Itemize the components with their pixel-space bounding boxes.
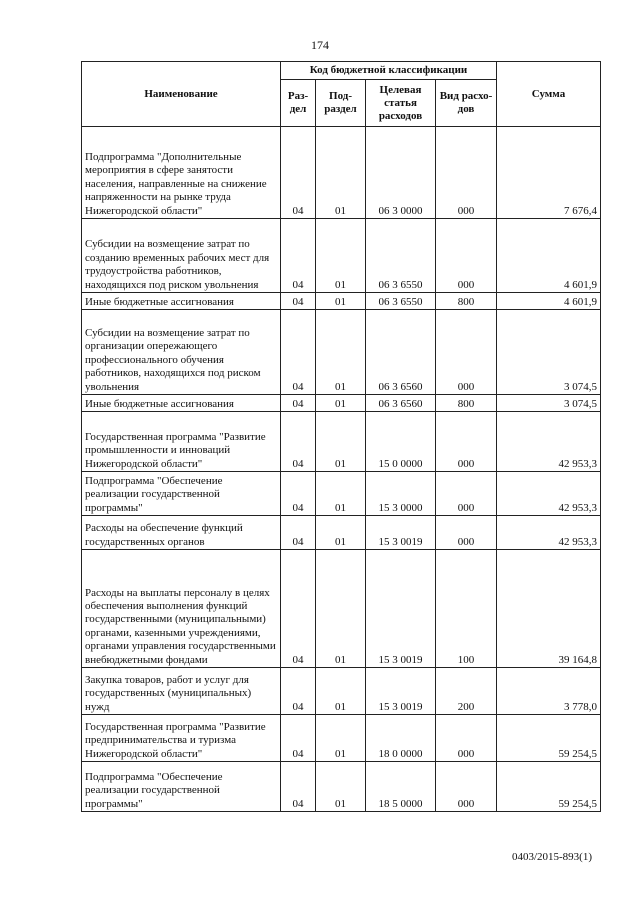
table-cell-name: Закупка товаров, работ и услуг для государственных (муниципальных) нужд bbox=[82, 668, 281, 715]
table-row bbox=[82, 395, 601, 412]
table-cell-sum: 59 254,5 bbox=[497, 762, 601, 812]
table-cell-sum: 4 601,9 bbox=[497, 219, 601, 293]
table-cell-expense-type: 000 bbox=[436, 516, 497, 550]
table-cell-subsection: 01 bbox=[316, 668, 366, 715]
table-cell-name: Государственная программа "Развитие промышленности и инноваций Нижегородской области" bbox=[82, 412, 281, 472]
header-expense-type: Вид расхо-дов bbox=[436, 80, 497, 127]
table-row bbox=[82, 668, 601, 715]
budget-table bbox=[81, 61, 601, 812]
header-name: Наименование bbox=[82, 62, 281, 127]
table-cell-expense-type: 200 bbox=[436, 668, 497, 715]
header-section: Раз-дел bbox=[281, 80, 316, 127]
table-cell-expense-type: 800 bbox=[436, 395, 497, 412]
table-cell-name: Подпрограмма "Дополнительные мероприятия в сфере занятости населения, направленные на снижение напряженности на рынке труда Нижегородской области" bbox=[82, 127, 281, 219]
table-cell-expense-type: 800 bbox=[436, 293, 497, 310]
table-cell-expense-type: 000 bbox=[436, 310, 497, 395]
table-cell-section: 04 bbox=[281, 219, 316, 293]
table-cell-target: 06 3 6550 bbox=[366, 293, 436, 310]
table-cell-subsection: 01 bbox=[316, 395, 366, 412]
document-code: 0403/2015-893(1) bbox=[511, 851, 592, 863]
table-cell-target: 06 3 6560 bbox=[366, 310, 436, 395]
table-cell-expense-type: 100 bbox=[436, 550, 497, 668]
table-cell-section: 04 bbox=[281, 293, 316, 310]
table-row bbox=[82, 762, 601, 812]
table-cell-name: Подпрограмма "Обеспечение реализации государственной программы" bbox=[82, 762, 281, 812]
table-cell-subsection: 01 bbox=[316, 219, 366, 293]
table-cell-target: 15 3 0019 bbox=[366, 516, 436, 550]
table-cell-sum: 4 601,9 bbox=[497, 293, 601, 310]
table-cell-expense-type: 000 bbox=[436, 412, 497, 472]
table-cell-target: 18 0 0000 bbox=[366, 715, 436, 762]
table-cell-subsection: 01 bbox=[316, 762, 366, 812]
table-cell-section: 04 bbox=[281, 412, 316, 472]
table-cell-section: 04 bbox=[281, 127, 316, 219]
table-cell-subsection: 01 bbox=[316, 412, 366, 472]
table-row bbox=[82, 550, 601, 668]
table-cell-expense-type: 000 bbox=[436, 219, 497, 293]
table-row bbox=[82, 293, 601, 310]
table-cell-name: Подпрограмма "Обеспечение реализации государственной программы" bbox=[82, 472, 281, 516]
header-code-group: Код бюджетной классификации bbox=[281, 62, 497, 80]
table-cell-target: 06 3 6550 bbox=[366, 219, 436, 293]
table-cell-name: Расходы на выплаты персоналу в целях обеспечения выполнения функций государственными (муниципальными) органами, казенными учреждениями, органами управления государственными внебюджетными фондами bbox=[82, 550, 281, 668]
table-cell-expense-type: 000 bbox=[436, 715, 497, 762]
table-cell-target: 15 0 0000 bbox=[366, 412, 436, 472]
table-cell-section: 04 bbox=[281, 762, 316, 812]
table-cell-sum: 3 778,0 bbox=[497, 668, 601, 715]
table-row bbox=[82, 127, 601, 219]
table-cell-name: Расходы на обеспечение функций государственных органов bbox=[82, 516, 281, 550]
table-cell-section: 04 bbox=[281, 516, 316, 550]
table-cell-section: 04 bbox=[281, 395, 316, 412]
header-target: Целевая статья расходов bbox=[366, 80, 436, 127]
table-cell-sum: 42 953,3 bbox=[497, 412, 601, 472]
table-cell-section: 04 bbox=[281, 715, 316, 762]
table-cell-expense-type: 000 bbox=[436, 472, 497, 516]
table-cell-target: 15 3 0019 bbox=[366, 668, 436, 715]
table-cell-subsection: 01 bbox=[316, 715, 366, 762]
table-cell-expense-type: 000 bbox=[436, 127, 497, 219]
table-cell-sum: 7 676,4 bbox=[497, 127, 601, 219]
table-row bbox=[82, 472, 601, 516]
table-cell-section: 04 bbox=[281, 472, 316, 516]
table-cell-name: Иные бюджетные ассигнования bbox=[82, 293, 281, 310]
table-cell-sum: 59 254,5 bbox=[497, 715, 601, 762]
table-cell-target: 06 3 6560 bbox=[366, 395, 436, 412]
table-cell-sum: 3 074,5 bbox=[497, 395, 601, 412]
table-cell-sum: 3 074,5 bbox=[497, 310, 601, 395]
table-cell-section: 04 bbox=[281, 550, 316, 668]
table-cell-section: 04 bbox=[281, 310, 316, 395]
header-sum: Сумма bbox=[497, 62, 601, 127]
table-cell-section: 04 bbox=[281, 668, 316, 715]
table-cell-expense-type: 000 bbox=[436, 762, 497, 812]
table-cell-subsection: 01 bbox=[316, 127, 366, 219]
table-cell-subsection: 01 bbox=[316, 550, 366, 668]
table-cell-target: 15 3 0000 bbox=[366, 472, 436, 516]
table-cell-sum: 42 953,3 bbox=[497, 472, 601, 516]
table-cell-name: Субсидии на возмещение затрат по созданию временных рабочих мест для трудоустройства работников, находящихся под риском увольнения bbox=[82, 219, 281, 293]
table-cell-target: 06 3 0000 bbox=[366, 127, 436, 219]
table-cell-target: 18 5 0000 bbox=[366, 762, 436, 812]
table-cell-name: Субсидии на возмещение затрат по организации опережающего профессионального обучения работников, находящихся под риском увольнения bbox=[82, 310, 281, 395]
table-cell-sum: 42 953,3 bbox=[497, 516, 601, 550]
table-row bbox=[82, 516, 601, 550]
table-row bbox=[82, 219, 601, 293]
table-row bbox=[82, 715, 601, 762]
table-cell-name: Иные бюджетные ассигнования bbox=[82, 395, 281, 412]
table-row bbox=[82, 310, 601, 395]
header-subsection: Под-раздел bbox=[316, 80, 366, 127]
table-cell-subsection: 01 bbox=[316, 516, 366, 550]
table-row bbox=[82, 412, 601, 472]
table-cell-subsection: 01 bbox=[316, 293, 366, 310]
table-cell-subsection: 01 bbox=[316, 310, 366, 395]
table-cell-target: 15 3 0019 bbox=[366, 550, 436, 668]
table-cell-sum: 39 164,8 bbox=[497, 550, 601, 668]
table-cell-subsection: 01 bbox=[316, 472, 366, 516]
table-cell-name: Государственная программа "Развитие предпринимательства и туризма Нижегородской области" bbox=[82, 715, 281, 762]
page-number: 174 bbox=[311, 38, 329, 52]
